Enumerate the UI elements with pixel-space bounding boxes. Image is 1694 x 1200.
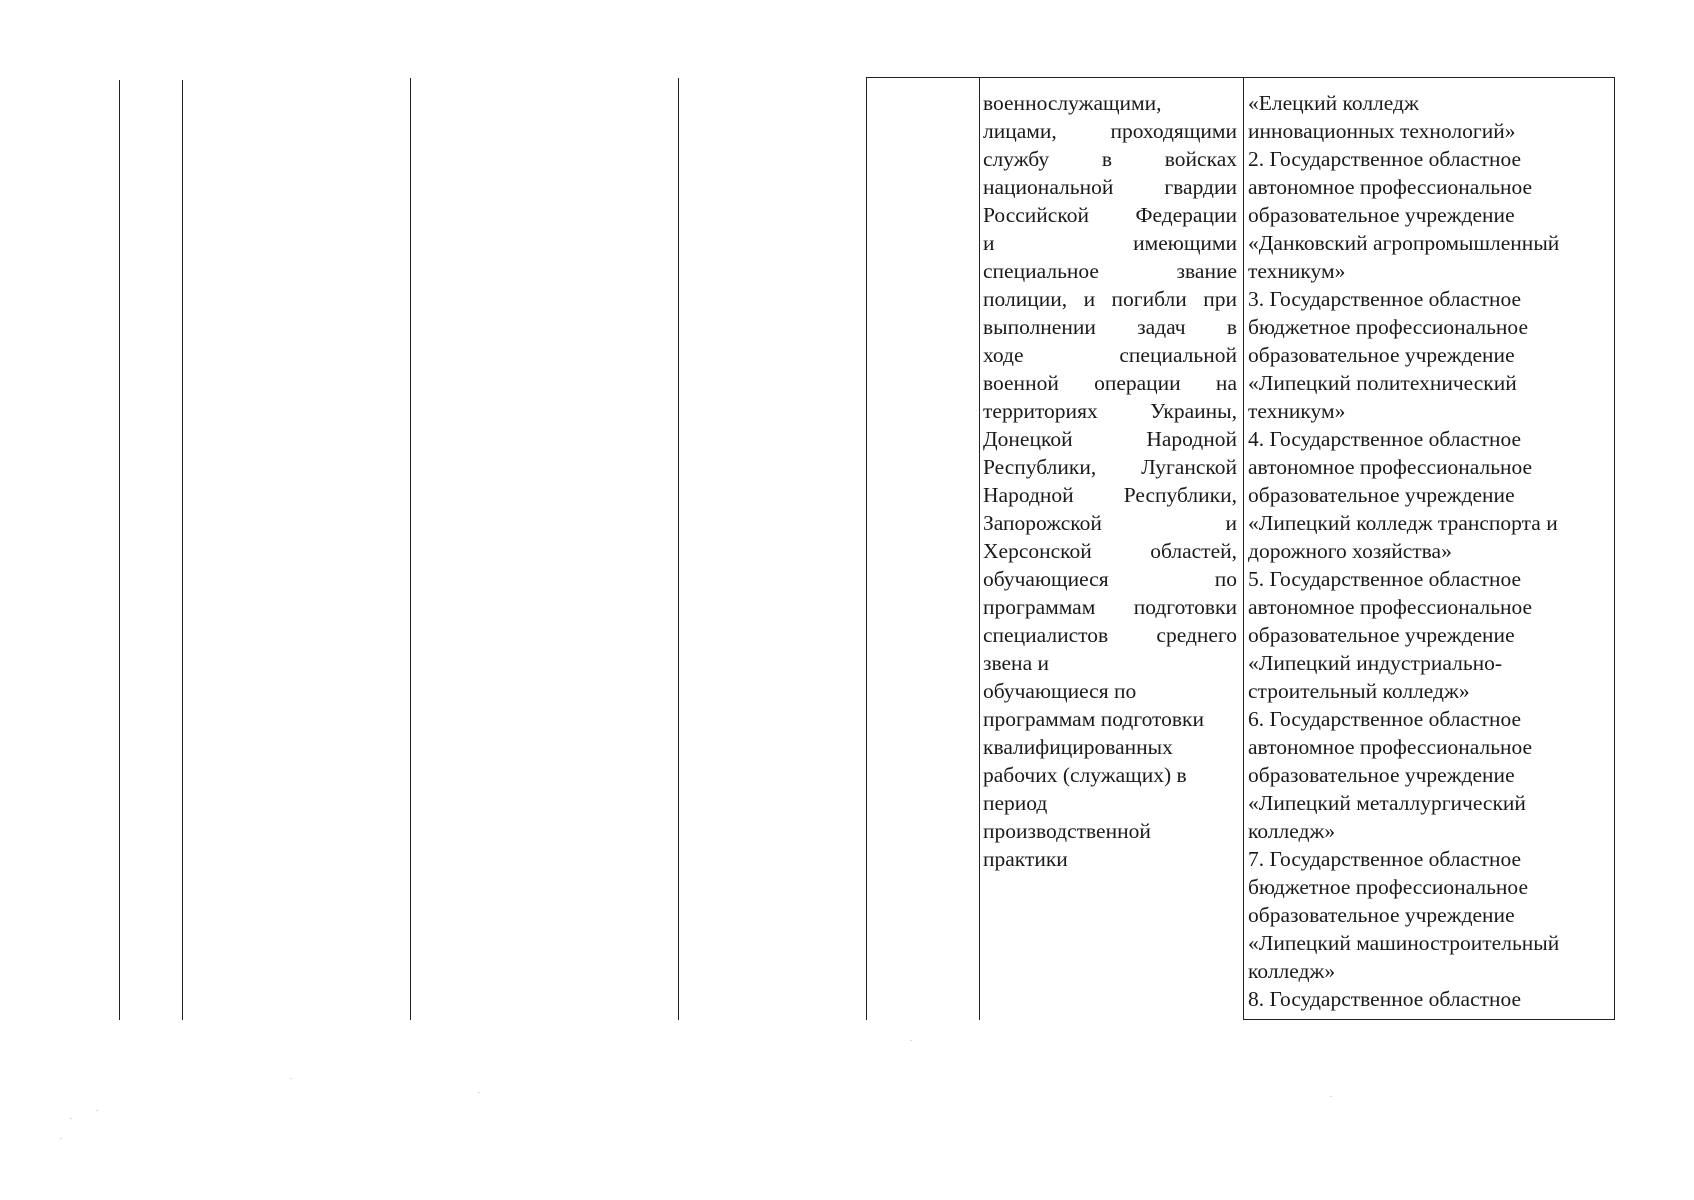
text-line: и имеющими (983, 231, 1237, 255)
text-line: Херсонской областей, (983, 539, 1237, 563)
text-line: звена и (983, 651, 1049, 675)
scan-speck (96, 1110, 98, 1111)
text-line: «Липецкий металлургический (1248, 791, 1526, 815)
text-line: автономное профессиональное (1248, 455, 1533, 479)
text-line: 4. Государственное областное (1248, 427, 1522, 451)
text-line: бюджетное профессиональное (1248, 875, 1528, 899)
table-border-line (678, 78, 679, 1020)
table-border-line (119, 80, 120, 1020)
table-border-line (410, 78, 411, 1020)
text-line: практики (983, 847, 1068, 871)
text-line: образовательное учреждение (1248, 903, 1515, 927)
text-line: образовательное учреждение (1248, 623, 1515, 647)
table-top-border (866, 77, 1615, 78)
scan-speck (478, 1092, 480, 1093)
text-line: автономное профессиональное (1248, 595, 1533, 619)
text-line: выполнении задач в (983, 315, 1237, 339)
table-border-line (866, 77, 867, 1020)
text-line: строительный колледж» (1248, 679, 1470, 703)
text-line: обучающиеся по (983, 567, 1237, 591)
text-line: бюджетное профессиональное (1248, 315, 1528, 339)
text-line: «Липецкий индустриально- (1248, 651, 1503, 675)
text-line: образовательное учреждение (1248, 483, 1515, 507)
text-line: образовательное учреждение (1248, 203, 1515, 227)
text-line: квалифицированных (983, 735, 1173, 759)
text-line: 8. Государственное областное (1248, 987, 1522, 1011)
text-line: национальной гвардии (983, 175, 1237, 199)
text-line: период (983, 791, 1048, 815)
text-line: полиции, и погибли при (983, 287, 1237, 311)
text-line: образовательное учреждение (1248, 763, 1515, 787)
text-line: образовательное учреждение (1248, 343, 1515, 367)
text-line: территориях Украины, (983, 399, 1237, 423)
text-line: 3. Государственное областное (1248, 287, 1522, 311)
text-line: колледж» (1248, 819, 1336, 843)
text-line: «Липецкий колледж транспорта и (1248, 511, 1558, 535)
institutions-list-cell (1248, 89, 1610, 1013)
text-line: лицами, проходящими (983, 119, 1237, 143)
text-line: Народной Республики, (983, 483, 1237, 507)
recipient-category-cell (983, 89, 1237, 873)
text-line: Донецкой Народной (983, 427, 1237, 451)
text-line: военнослужащими, (983, 91, 1162, 115)
text-line: 5. Государственное областное (1248, 567, 1522, 591)
text-line: программам подготовки (983, 707, 1204, 731)
text-line: 6. Государственное областное (1248, 707, 1522, 731)
table-border-line (1614, 77, 1615, 1020)
text-line: Запорожской и (983, 511, 1237, 535)
table-border-line (182, 80, 183, 1020)
text-line: специальное звание (983, 259, 1237, 283)
scan-speck (910, 1040, 912, 1041)
text-line: «Липецкий политехнический (1248, 371, 1517, 395)
text-line: ходе специальной (983, 343, 1237, 367)
text-line: 2. Государственное областное (1248, 147, 1522, 171)
scan-speck (60, 1138, 62, 1139)
text-line: программам подготовки (983, 595, 1237, 619)
text-line: техникум» (1248, 259, 1346, 283)
text-line: обучающиеся по (983, 679, 1137, 703)
text-line: Республики, Луганской (983, 455, 1237, 479)
text-line: службу в войсках (983, 147, 1237, 171)
text-line: инновационных технологий» (1248, 119, 1516, 143)
text-line: специалистов среднего (983, 623, 1237, 647)
table-bottom-border (1243, 1019, 1615, 1020)
text-line: рабочих (служащих) в (983, 763, 1187, 787)
text-line: 7. Государственное областное (1248, 847, 1522, 871)
text-line: производственной (983, 819, 1151, 843)
table-border-line (1243, 77, 1244, 1020)
text-line: колледж» (1248, 959, 1336, 983)
table-border-line (979, 77, 980, 1020)
text-line: Российской Федерации (983, 203, 1237, 227)
text-line: «Данковский агропромышленный (1248, 231, 1560, 255)
text-line: автономное профессиональное (1248, 175, 1533, 199)
text-line: техникум» (1248, 399, 1346, 423)
text-line: автономное профессиональное (1248, 735, 1533, 759)
text-line: дорожного хозяйства» (1248, 539, 1452, 563)
scan-speck (70, 1118, 72, 1119)
text-line: «Липецкий машиностроительный (1248, 931, 1560, 955)
scan-speck (290, 1078, 292, 1079)
text-line: «Елецкий колледж (1248, 91, 1419, 115)
text-line: военной операции на (983, 371, 1237, 395)
scan-speck (1330, 1096, 1332, 1097)
